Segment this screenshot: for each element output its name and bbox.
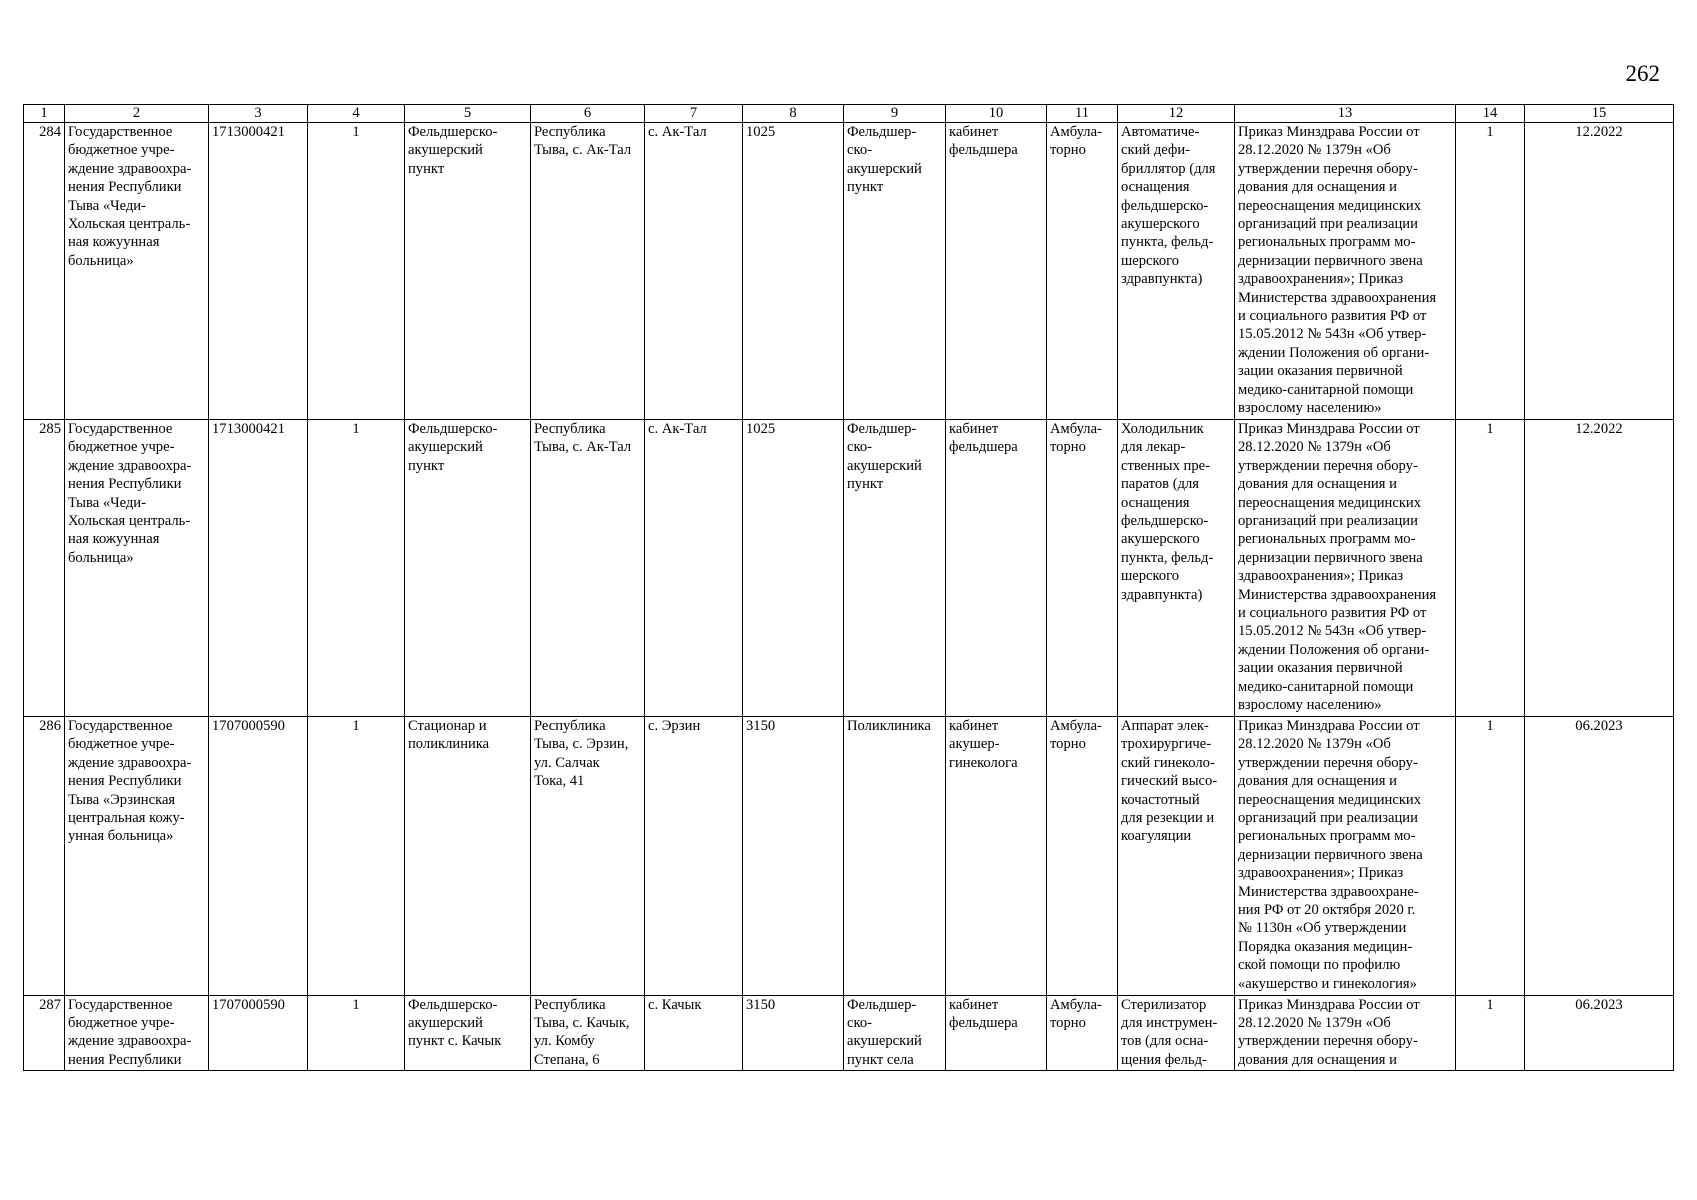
column-header: 1 (24, 105, 65, 123)
organization-cell: Государственное бюджетное учре- ждение здравоохра- нения Республики Тыва «Чеди- Хольская централь- ная кожуунная больница» (65, 123, 209, 420)
column-header: 8 (743, 105, 844, 123)
room-cell: кабинет фельдшера (946, 996, 1047, 1071)
column-number-row (24, 105, 1674, 123)
table-row (24, 420, 1674, 717)
column-header: 12 (1118, 105, 1235, 123)
column-header: 9 (844, 105, 946, 123)
quantity-cell: 1 (1456, 996, 1525, 1071)
deadline-cell: 12.2022 (1525, 420, 1674, 717)
facility-type-cell: Фельдшерско- акушерский пункт (405, 123, 531, 420)
room-cell: кабинет фельдшера (946, 420, 1047, 717)
locality-cell: с. Эрзин (645, 717, 743, 996)
inn-cell: 1707000590 (209, 996, 308, 1071)
code-cell: 1 (308, 717, 405, 996)
organization-cell: Государственное бюджетное учре- ждение здравоохра- нения Республики Тыва «Чеди- Хольская централь- ная кожуунная больница» (65, 420, 209, 717)
quantity-cell: 1 (1456, 420, 1525, 717)
population-cell: 3150 (743, 996, 844, 1071)
care-mode-cell: Амбула- торно (1047, 123, 1118, 420)
address-cell: Республика Тыва, с. Эрзин, ул. Салчак Тока, 41 (531, 717, 645, 996)
deadline-cell: 12.2022 (1525, 123, 1674, 420)
department-cell: Поликлиника (844, 717, 946, 996)
locality-cell: с. Ак-Тал (645, 420, 743, 717)
equipment-cell: Аппарат элек- трохирургиче- ский гинеколо- гический высо- кочастотный для резекции и коагуляции (1118, 717, 1235, 996)
inn-cell: 1707000590 (209, 717, 308, 996)
locality-cell: с. Ак-Тал (645, 123, 743, 420)
table-row (24, 717, 1674, 996)
care-mode-cell: Амбула- торно (1047, 996, 1118, 1071)
organization-cell: Государственное бюджетное учре- ждение здравоохра- нения Республики (65, 996, 209, 1071)
department-cell: Фельдшер- ско- акушерский пункт (844, 123, 946, 420)
department-cell: Фельдшер- ско- акушерский пункт (844, 420, 946, 717)
column-header: 7 (645, 105, 743, 123)
population-cell: 3150 (743, 717, 844, 996)
table-row (24, 123, 1674, 420)
row-number-cell: 285 (24, 420, 65, 717)
inn-cell: 1713000421 (209, 420, 308, 717)
population-cell: 1025 (743, 123, 844, 420)
locality-cell: с. Качык (645, 996, 743, 1071)
department-cell: Фельдшер- ско- акушерский пункт села (844, 996, 946, 1071)
address-cell: Республика Тыва, с. Качык, ул. Комбу Степана, 6 (531, 996, 645, 1071)
column-header: 11 (1047, 105, 1118, 123)
column-header: 15 (1525, 105, 1674, 123)
inn-cell: 1713000421 (209, 123, 308, 420)
row-number-cell: 284 (24, 123, 65, 420)
code-cell: 1 (308, 420, 405, 717)
organization-cell: Государственное бюджетное учре- ждение здравоохра- нения Республики Тыва «Эрзинская центральная кожу- унная больница» (65, 717, 209, 996)
column-header: 3 (209, 105, 308, 123)
row-number-cell: 287 (24, 996, 65, 1071)
equipment-cell: Стерилизатор для инструмен- тов (для осна- щения фельд- (1118, 996, 1235, 1071)
legal-basis-cell: Приказ Минздрава России от 28.12.2020 № 1379н «Об утверждении перечня обору- дования для оснащения и переоснащения медицинских организаций при реализации региональных программ мо- дернизации первичного звена здравоохранения»; Приказ Министерства здравоохранения и социального развития РФ от 15.05.2012 № 543н «Об утвер- ждении Положения об органи- зации оказания первичной медико-санитарной помощи взрослому населению» (1235, 420, 1456, 717)
room-cell: кабинет акушер- гинеколога (946, 717, 1047, 996)
address-cell: Республика Тыва, с. Ак-Тал (531, 123, 645, 420)
population-cell: 1025 (743, 420, 844, 717)
deadline-cell: 06.2023 (1525, 996, 1674, 1071)
code-cell: 1 (308, 996, 405, 1071)
page-number: 262 (1625, 61, 1660, 86)
legal-basis-cell: Приказ Минздрава России от 28.12.2020 № 1379н «Об утверждении перечня обору- дования для оснащения и переоснащения медицинских организаций при реализации региональных программ мо- дернизации первичного звена здравоохранения»; Приказ Министерства здравоохранения и социального развития РФ от 15.05.2012 № 543н «Об утвер- ждении Положения об органи- зации оказания первичной медико-санитарной помощи взрослому населению» (1235, 123, 1456, 420)
equipment-register-table (23, 104, 1674, 1071)
facility-type-cell: Фельдшерско- акушерский пункт с. Качык (405, 996, 531, 1071)
equipment-cell: Холодильник для лекар- ственных пре- паратов (для оснащения фельдшерско- акушерского пункта, фельд- шерского здравпункта) (1118, 420, 1235, 717)
quantity-cell: 1 (1456, 123, 1525, 420)
column-header: 4 (308, 105, 405, 123)
column-header: 6 (531, 105, 645, 123)
column-header: 5 (405, 105, 531, 123)
care-mode-cell: Амбула- торно (1047, 717, 1118, 996)
column-header: 13 (1235, 105, 1456, 123)
legal-basis-cell: Приказ Минздрава России от 28.12.2020 № 1379н «Об утверждении перечня обору- дования для оснащения и переоснащения медицинских организаций при реализации региональных программ мо- дернизации первичного звена здравоохранения»; Приказ Министерства здравоохране- ния РФ от 20 октября 2020 г. № 1130н «Об утверждении Порядка оказания медицин- ской помощи по профилю «акушерство и гинекология» (1235, 717, 1456, 996)
column-header: 14 (1456, 105, 1525, 123)
care-mode-cell: Амбула- торно (1047, 420, 1118, 717)
code-cell: 1 (308, 123, 405, 420)
equipment-cell: Автоматиче- ский дефи- бриллятор (для оснащения фельдшерско- акушерского пункта, фельд- шерского здравпункта) (1118, 123, 1235, 420)
column-header: 2 (65, 105, 209, 123)
facility-type-cell: Фельдшерско- акушерский пункт (405, 420, 531, 717)
column-header: 10 (946, 105, 1047, 123)
deadline-cell: 06.2023 (1525, 717, 1674, 996)
facility-type-cell: Стационар и поликлиника (405, 717, 531, 996)
row-number-cell: 286 (24, 717, 65, 996)
legal-basis-cell: Приказ Минздрава России от 28.12.2020 № 1379н «Об утверждении перечня обору- дования для оснащения и (1235, 996, 1456, 1071)
room-cell: кабинет фельдшера (946, 123, 1047, 420)
address-cell: Республика Тыва, с. Ак-Тал (531, 420, 645, 717)
table-row (24, 996, 1674, 1071)
quantity-cell: 1 (1456, 717, 1525, 996)
